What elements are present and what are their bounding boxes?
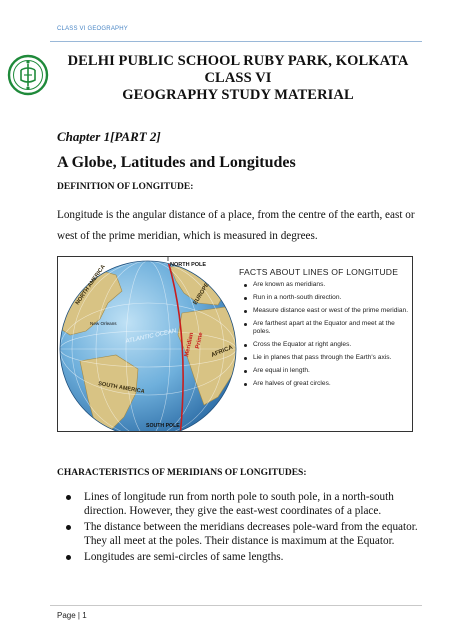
europe-label: EUROPE — [192, 282, 211, 307]
list-item: Longitudes are semi-circles of same lengths. — [57, 550, 429, 564]
school-header — [40, 53, 436, 104]
header-rule — [50, 41, 422, 42]
definition-heading: DEFINITION OF LONGITUDE: — [57, 182, 194, 192]
chapter-label: Chapter 1[PART 2] — [57, 129, 161, 144]
page-number: Page | 1 — [57, 611, 87, 620]
new-orleans-label: New Orleans — [90, 321, 117, 326]
fact-item: Cross the Equator at right angles. — [239, 341, 409, 349]
south-america-label: SOUTH AMERICA — [97, 381, 146, 396]
list-item: The distance between the meridians decreases pole-ward from the equator. They all meet at the poles. Their distance is maximum at the Equator. — [57, 520, 429, 548]
footer-rule — [50, 605, 422, 606]
fact-item: Measure distance east or west of the prime meridian. — [239, 307, 409, 315]
class-name: CLASS VI — [204, 70, 272, 86]
north-pole-label: NORTH POLE — [170, 262, 207, 268]
fact-item: Are known as meridians. — [239, 281, 409, 289]
school-name: DELHI PUBLIC SCHOOL RUBY PARK, KOLKATA — [67, 53, 409, 69]
fact-item: Are farthest apart at the Equator and meet at the poles. — [239, 320, 409, 336]
longitude-figure — [57, 256, 413, 432]
characteristics-list — [57, 490, 429, 566]
characteristics-heading: CHARACTERISTICS OF MERIDIANS OF LONGITUDES: — [57, 468, 307, 478]
south-pole-label: SOUTH POLE — [146, 423, 180, 429]
meridian-label: Meridian — [184, 332, 196, 358]
fact-item: Lie in planes that pass through the Earth's axis. — [239, 354, 409, 362]
facts-title: FACTS ABOUT LINES OF LONGITUDE — [239, 267, 399, 277]
page-title: A Globe, Latitudes and Longitudes — [57, 154, 296, 171]
fact-item: Run in a north-south direction. — [239, 294, 409, 302]
fact-item: Are halves of great circles. — [239, 380, 409, 388]
prime-label: Prime — [195, 331, 205, 350]
facts-list — [239, 281, 409, 388]
north-america-label: NORTH AMERICA — [74, 263, 107, 307]
list-item: Lines of longitude run from north pole to south pole, in a north-south direction. However, they give the east-west coordinates of a place. — [57, 490, 429, 518]
atlantic-ocean-label: ATLANTIC OCEAN — [125, 328, 177, 345]
africa-label: AFRICA — [210, 344, 234, 359]
facts-box — [239, 267, 409, 393]
fact-item: Are equal in length. — [239, 367, 409, 375]
material-title: GEOGRAPHY STUDY MATERIAL — [122, 87, 354, 103]
running-header: CLASS VI GEOGRAPHY — [57, 26, 128, 32]
definition-text: Longitude is the angular distance of a place, from the centre of the earth, east or west of the prime meridian, which is measured in degrees. — [57, 209, 415, 242]
